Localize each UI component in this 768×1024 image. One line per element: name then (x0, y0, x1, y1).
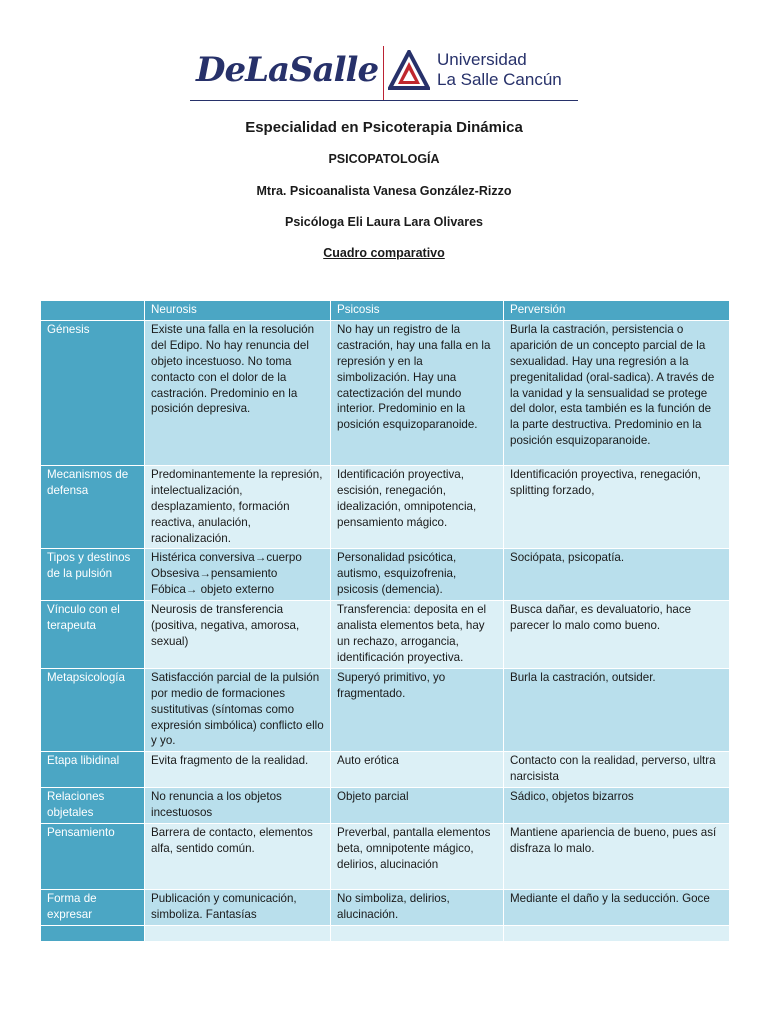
comparison-table (40, 300, 730, 942)
cell-psicosis: Preverbal, pantalla elementos beta, omnipotente mágico, delirios, alucinación (331, 823, 504, 889)
university-logo (190, 42, 578, 104)
cell-psicosis: Auto erótica (331, 752, 504, 788)
cell-perversion (504, 925, 730, 941)
cell-neurosis: Predominantemente la represión, intelectualización, desplazamiento, formación reactiva, anulación, racionalización. (145, 465, 331, 549)
delasalle-script-logo: DeLaSalle (196, 50, 379, 90)
table-row-etapa (41, 752, 730, 788)
column-header-empty (41, 301, 145, 321)
table-header-row (41, 301, 730, 321)
cell-perversion: Mantiene apariencia de bueno, pues así disfraza lo malo. (504, 823, 730, 889)
document-author: Psicóloga Eli Laura Lara Olivares (284, 215, 483, 229)
cell-neurosis: Evita fragmento de la realidad. (145, 752, 331, 788)
cell-psicosis: Superyó primitivo, yo fragmentado. (331, 668, 504, 752)
university-name-line2: La Salle Cancún (437, 70, 562, 89)
table-row-vinculo (41, 601, 730, 669)
row-label: Pensamiento (41, 823, 145, 889)
cell-perversion: Burla la castración, persistencia o aparición de un concepto parcial de la sexualidad. Hay una regresión a la pregenitalidad (oral-sadica). A través de la vanidad y la sensualidad se protege del dolor, esta también es la función de la parte destructiva. Predominio en la posición esquizoparanoide. (504, 320, 730, 465)
document-subject: PSICOPATOLOGÍA (328, 152, 440, 166)
cell-perversion: Contacto con la realidad, perverso, ultra narcisista (504, 752, 730, 788)
cell-perversion: Burla la castración, outsider. (504, 668, 730, 752)
cell-neurosis: Neurosis de transferencia (positiva, negativa, amorosa, sexual) (145, 601, 331, 669)
column-header-perversion: Perversión (504, 301, 730, 321)
cell-perversion: Identificación proyectiva, renegación, splitting forzado, (504, 465, 730, 549)
pulsion-type-line: Histérica conversiva→cuerpo (151, 551, 302, 565)
cell-neurosis (145, 925, 331, 941)
university-name (437, 50, 562, 90)
row-label: Vínculo con el terapeuta (41, 601, 145, 669)
document-title: Especialidad en Psicoterapia Dinámica (245, 119, 523, 136)
cell-psicosis: No simboliza, delirios, alucinación. (331, 889, 504, 925)
row-label: Forma de expresar (41, 889, 145, 925)
pulsion-type-line: Obsesiva→pensamiento (151, 567, 278, 581)
row-label: Tipos y destinos de la pulsión (41, 549, 145, 601)
column-header-psicosis: Psicosis (331, 301, 504, 321)
table-row-relaciones (41, 788, 730, 824)
cell-perversion: Sociópata, psicopatía. (504, 549, 730, 601)
cell-neurosis: No renuncia a los objetos incestuosos (145, 788, 331, 824)
university-name-line1: Universidad (437, 50, 527, 69)
cell-psicosis: Objeto parcial (331, 788, 504, 824)
cell-psicosis: Personalidad psicótica, autismo, esquizofrenia, psicosis (demencia). (331, 549, 504, 601)
cell-neurosis: Existe una falla en la resolución del Edipo. No hay renuncia del objeto incestuoso. No toma contacto con el dolor de la castración. Predominio en la posición depresiva. (145, 320, 331, 465)
table-row-mecanismos (41, 465, 730, 549)
cell-psicosis: Identificación proyectiva, escisión, renegación, idealización, omnipotencia, pensamiento mágico. (331, 465, 504, 549)
document-section-title: Cuadro comparativo (323, 246, 445, 260)
cell-psicosis (331, 925, 504, 941)
row-label: Relaciones objetales (41, 788, 145, 824)
table-row-genesis (41, 320, 730, 465)
row-label: Etapa libidinal (41, 752, 145, 788)
cell-neurosis: Barrera de contacto, elementos alfa, sentido común. (145, 823, 331, 889)
row-label: Mecanismos de defensa (41, 465, 145, 549)
cell-psicosis: Transferencia: deposita en el analista elementos beta, hay un rechazo, arrogancia, identificación proyectiva. (331, 601, 504, 669)
header-rule (190, 100, 578, 101)
cell-neurosis (145, 549, 331, 601)
column-header-neurosis: Neurosis (145, 301, 331, 321)
cell-perversion: Mediante el daño y la seducción. Goce (504, 889, 730, 925)
cell-perversion: Busca dañar, es devaluatorio, hace parecer lo malo como bueno. (504, 601, 730, 669)
row-label: Génesis (41, 320, 145, 465)
cell-perversion: Sádico, objetos bizarros (504, 788, 730, 824)
cell-neurosis: Publicación y comunicación, simboliza. Fantasías (145, 889, 331, 925)
row-label: Metapsicología (41, 668, 145, 752)
table-row-forma (41, 889, 730, 925)
table-row-metapsicologia (41, 668, 730, 752)
pulsion-type-line: Fóbica→ objeto externo (151, 583, 275, 597)
cell-psicosis: No hay un registro de la castración, hay una falla en la represión y en la simbolización. Hay una catectización del mundo interior. Predominio en la posición esquizoparanoide. (331, 320, 504, 465)
table-row-empty (41, 925, 730, 941)
row-label (41, 925, 145, 941)
table-row-tipos (41, 549, 730, 601)
la-salle-star-icon (388, 50, 430, 92)
cell-neurosis: Satisfacción parcial de la pulsión por medio de formaciones sustitutivas (síntomas como expresión simbólica) conflicto ello y yo. (145, 668, 331, 752)
logo-divider (383, 46, 384, 100)
table-row-pensamiento (41, 823, 730, 889)
document-teacher: Mtra. Psicoanalista Vanesa González-Rizzo (256, 184, 512, 198)
